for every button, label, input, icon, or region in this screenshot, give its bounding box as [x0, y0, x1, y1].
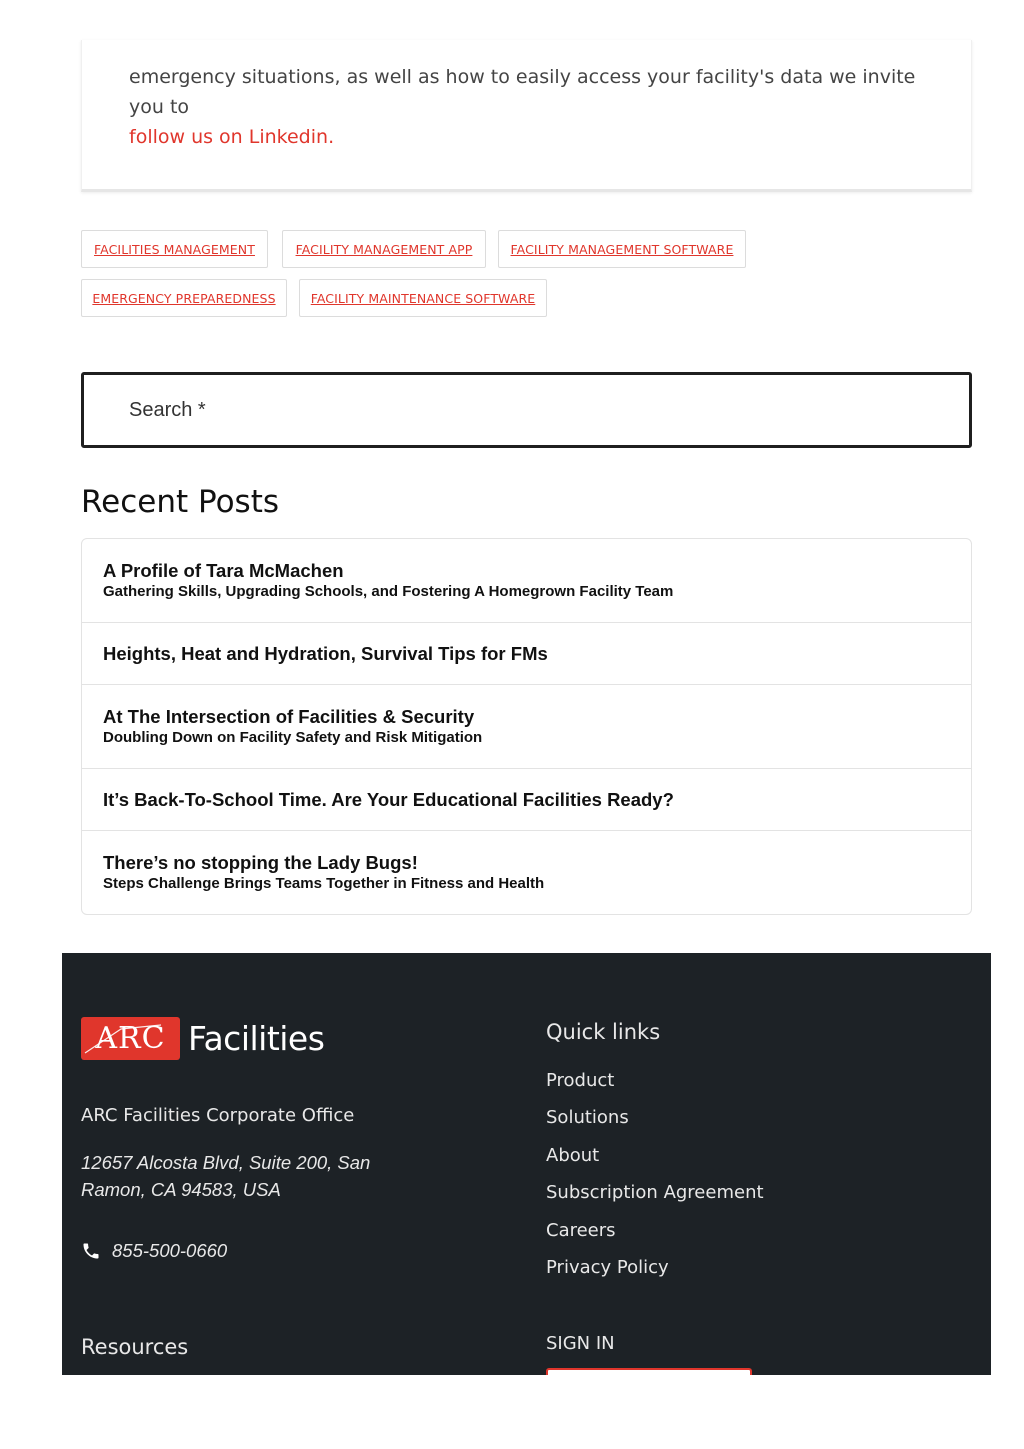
post-subtitle: Steps Challenge Brings Teams Together in Fitness and Health	[103, 875, 545, 892]
recent-post-item[interactable]	[82, 623, 971, 685]
quick-link-about[interactable]: About	[546, 1144, 600, 1166]
post-title: At The Intersection of Facilities & Security	[103, 705, 475, 727]
tag-facility-management-app[interactable]: FACILITY MANAGEMENT APP	[282, 230, 486, 268]
phone-icon	[81, 1241, 101, 1261]
quick-links-list	[546, 1067, 764, 1291]
post-title: It’s Back-To-School Time. Are Your Educational Facilities Ready?	[103, 788, 674, 810]
quick-link-privacy-policy[interactable]: Privacy Policy	[546, 1256, 669, 1278]
article-body	[81, 40, 972, 192]
linkedin-follow-link[interactable]: follow us on Linkedin.	[129, 126, 335, 148]
quick-link-careers[interactable]: Careers	[546, 1219, 616, 1241]
arc-logo-badge	[81, 1017, 180, 1060]
tag-facilities-management[interactable]: FACILITIES MANAGEMENT	[81, 230, 268, 268]
site-footer	[62, 953, 991, 1375]
quick-link-product[interactable]: Product	[546, 1070, 615, 1091]
recent-post-item[interactable]	[82, 685, 971, 769]
logo-swoosh-icon	[81, 1017, 180, 1060]
resources-heading: Resources	[81, 1335, 189, 1359]
post-subtitle: Doubling Down on Facility Safety and Risk Mitigation	[103, 728, 483, 746]
search-input[interactable]	[84, 375, 969, 445]
tag-facility-maintenance-software[interactable]: FACILITY MAINTENANCE SOFTWARE	[299, 279, 547, 317]
recent-post-item[interactable]	[82, 831, 971, 915]
arc-facilities-logo[interactable]	[81, 1017, 324, 1060]
sign-in-heading: SIGN IN	[546, 1333, 615, 1354]
search-box	[81, 372, 972, 448]
recent-posts-list	[81, 538, 972, 915]
tag-emergency-preparedness[interactable]: EMERGENCY PREPAREDNESS	[81, 279, 287, 317]
article-text: emergency situations, as well as how to easily access your facility's data we invite you to	[129, 66, 916, 118]
tag-facility-management-software[interactable]: FACILITY MANAGEMENT SOFTWARE	[498, 230, 746, 268]
post-title: A Profile of Tara McMachen	[103, 559, 344, 581]
quick-links-heading: Quick links	[546, 1020, 661, 1044]
recent-post-item[interactable]	[82, 539, 971, 623]
recent-post-item[interactable]	[82, 769, 971, 831]
logo-badge-text: ARC	[95, 1021, 166, 1056]
quick-link-subscription-agreement[interactable]: Subscription Agreement	[546, 1182, 764, 1204]
office-address: 12657 Alcosta Blvd, Suite 200, San Ramon, CA 94583, USA	[81, 1152, 371, 1200]
office-name: ARC Facilities Corporate Office	[81, 1105, 355, 1126]
article-paragraph	[129, 62, 949, 152]
post-subtitle: Gathering Skills, Upgrading Schools, and Fostering A Homegrown Facility Team	[103, 582, 674, 600]
recent-posts-heading: Recent Posts	[81, 484, 280, 520]
phone-row	[81, 1240, 227, 1262]
post-title: Heights, Heat and Hydration, Survival Tips for FMs	[103, 642, 548, 664]
sign-in-button[interactable]	[546, 1368, 752, 1375]
post-title: There’s no stopping the Lady Bugs!	[103, 852, 418, 873]
phone-link[interactable]: 855-500-0660	[112, 1240, 228, 1261]
logo-wordmark: Facilities	[188, 1019, 325, 1058]
quick-link-solutions[interactable]: Solutions	[546, 1107, 629, 1129]
